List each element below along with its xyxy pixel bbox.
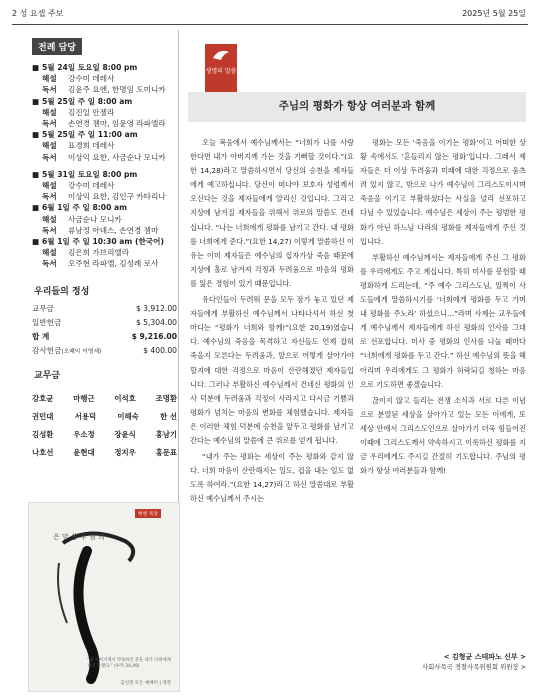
word-of-life-logo: 생명의 말씀	[205, 44, 237, 92]
author-signature	[422, 652, 526, 672]
paragraph: 평화는 모든 ‘죽음을 이기는 평화’이고 어떠한 상황 속에서도 ‘흔들리지 않는 평화’입니다. 그래서 제자들은 더 이상 두려움과 미래에 대한 걱정으로 움츠려 있지 않고, 밖으로 나가 예수님이 그리스도이시며 죽음을 이기고 부활하셨다는 사실을 널리 선포하고 다닐 수 있었습니다. 예수님은 세상이 주는 평범한 평화가 아닌 하느님 나라의 평화를 제자들에게 주신 것입니다.	[360, 138, 526, 246]
schedule-entry-row: 해설 김은희 가브리엘라	[42, 248, 130, 258]
offering-table	[32, 302, 177, 359]
guardians-row: 김성환 우소정 장윤식 홍남기	[32, 430, 177, 439]
guardians-row: 권민대 서용덕 이해숙 한 선	[32, 412, 177, 421]
calligraphy-artwork	[28, 502, 180, 692]
schedule-entry-heading: ■ 5월 25일 주 일 11:00 am	[32, 130, 138, 140]
paragraph: 부활하신 예수님께서는 제자들에게 주신 그 평화를 우리에게도 주고 계십니다. 특히 미사를 봉헌할 때 평화하게 드리는데, “주 예수 그리스도님, 일찍이 사도들에게 말씀하시기를 ‘너희에게 평화를 두고 가며 내 평화를 주노라’ 하셨으니…”라며 사제는 교우들에게 예수님께서 제자들에게 하신 평화의 인사를 그대로 선포합니다. 미사 중 평화의 인사를 나눌 때마다 “너희에게 평화를 두고 간다.” 하신 예수님의 뜻을 헤아리며 우리에게도 그 평화가 허락되길 청하는 마음으로 기도하면 좋겠습니다.	[360, 252, 526, 389]
liturgy-schedule	[32, 62, 177, 270]
paragraph: 오늘 복음에서 예수님께서는 “너희가 나를 사랑한다면 내가 아버지께 가는 것을 기뻐할 것이다.”(요한 14,28)라고 말씀하시면서 당신의 승천을 제자들에게 예고하십니다. 당신이 떠나야 보호자 성령께서 오신다는 것을 제자들에게 알리신 것입니다. 그리고 지상에 남겨질 제자들을 위해서 위로의 말씀도 건네십니다. “나는 너희에게 평화를 남기고 간다. 내 평화를 너희에게 준다.”(요한 14,27) 이렇게 말씀하신 이유는 이미 제자들은 예수님의 십자가상 죽음 때문에 지상에 홀로 남겨져 걱정과 두려움으로 마음의 평화를 잃은 경험이 있기 때문입니다.	[190, 138, 354, 288]
offering-row: 합 계 $ 9,216.00	[32, 332, 177, 341]
offering-row: 감사헌금(오패익 이영세) $ 400.00	[32, 346, 177, 355]
schedule-entry-row: 해설 강수미 데레사	[42, 181, 115, 191]
page-header-left: 2 성 요셉 주보	[12, 9, 64, 18]
schedule-entry-row: 독서 류남정 아녜스, 손연경 젬마	[42, 225, 159, 235]
schedule-entry-row: 독서 손연경 젬마, 임윤영 라파엘라	[42, 119, 166, 129]
paragraph: 유다인들이 두려워 문을 모두 잠가 놓고 있던 제자들에게 부활하신 예수님께서 나타나셔서 하신 첫마디는 “평화가 너희와 함께!”(요한 20,19)였습니다. 예수님의 죽음을 목격하고 자신들도 언제 잡혀 죽을지 모른다는 두려움과, 앞으로 어떻게 살아가야 할지에 대한 걱정으로 마음이 산란해졌던 제자들입니다. 그러나 부활하신 예수님께서 건네신 평화의 인사 덕분에 두려움과 걱정이 사라지고 다시금 기쁨과 평화가 넘치는 마음의 변화를 체험했습니다. 제자들은 이러한 체험 덕분에 승천을 앞두고 평화를 남기고 간다는 예수님의 말씀에 큰 위로를 얻게 됩니다.	[190, 295, 354, 445]
schedule-entry-row: 독서 김윤주 요엔, 한명임 도미니카	[42, 85, 166, 95]
schedule-entry-row: 해설 표경희 데레사	[42, 141, 115, 151]
schedule-entry-row: 독서 이상익 요한, 사금순나 모니카	[42, 152, 166, 162]
schedule-entry-row: 독서 이상익 요한, 김인구 카타리나	[42, 192, 166, 202]
offering-row: 일반헌금 $ 5,304.00	[32, 318, 177, 327]
article-column-1	[190, 136, 354, 508]
schedule-entry-row: 해설 사금순나 모니카	[42, 214, 122, 224]
schedule-title: 전례 담당	[32, 38, 82, 55]
schedule-entry-heading: ■ 6월 1일 주 일 10:30 am (한국어)	[32, 237, 164, 247]
author-role: 사회사목국 경찰사목위원회 위원장 >	[421, 663, 526, 671]
article-column-2	[360, 136, 526, 480]
paragraph: 끊이지 않고 들리는 전쟁 소식과 서로 다른 이념으로 분열된 세상을 살아가고 있는 모든 이에게, 또 세상 안에서 그리스도인으로 살아가기 더욱 힘들어진 이때에 그리스도께서 약속하시고 이룩하신 평화를 지금 우리에게도 주시길 간절히 기도합니다. 주님의 평화가 항상 여러분들과 함께!	[360, 395, 526, 476]
schedule-entry-row: 독서 오주현 라파엘, 김성례 로사	[42, 259, 159, 269]
schedule-entry-heading: ■ 6월 1일 주 일 8:00 am	[32, 203, 128, 213]
schedule-entry-heading: ■ 5월 24일 토요일 8:00 pm	[32, 63, 138, 72]
guardians-row: 나호선 윤현대 정지우 홍문표	[32, 448, 177, 457]
header-rule	[12, 24, 528, 25]
offering-title: 우리들의 정성	[34, 287, 90, 297]
page-header-date: 2025년 5월 25일	[462, 9, 526, 18]
svg-text:은 말 씀 주 님 의: 은 말 씀 주 님 의	[53, 533, 105, 541]
artwork-caption: “내 아버지께서 약속하신 분을 내가 너희에게 보내 주겠다.” (루카 24,49)	[87, 658, 171, 669]
schedule-entry-heading: ■ 5월 31일 토요일 8:00 pm	[32, 169, 138, 179]
paragraph: “내가 주는 평화는 세상이 주는 평화와 같지 않다. 너희 마음이 산란해지는 일도, 겁을 내는 일도 없도록 하여라.”(요한 14,27)라고 하신 말씀대로 부활하신 예수님께서 주시는	[190, 452, 354, 504]
article-title: 주님의 평화가 항상 여러분과 함께	[278, 100, 436, 112]
author-name: < 김형균 스테파노 신부 >	[443, 653, 526, 661]
offering-row: 교무금 $ 3,912.00	[32, 304, 177, 313]
schedule-entry-heading: ■ 5월 25일 주 일 8:00 am	[32, 96, 133, 106]
dove-icon	[205, 44, 237, 66]
guardians-list	[32, 390, 177, 462]
guardians-title: 교무금	[34, 371, 61, 381]
artwork-tag: 현현 묵상	[135, 509, 161, 518]
schedule-entry-row: 해설 김진일 안젤라	[42, 107, 115, 117]
artwork-credit: 김선정 모든 예배미 | 제작	[120, 681, 171, 686]
guardians-row: 강호균 마행근 이석호 조명환	[32, 394, 177, 403]
schedule-entry-row: 해설 강수미 데레사	[42, 74, 115, 84]
